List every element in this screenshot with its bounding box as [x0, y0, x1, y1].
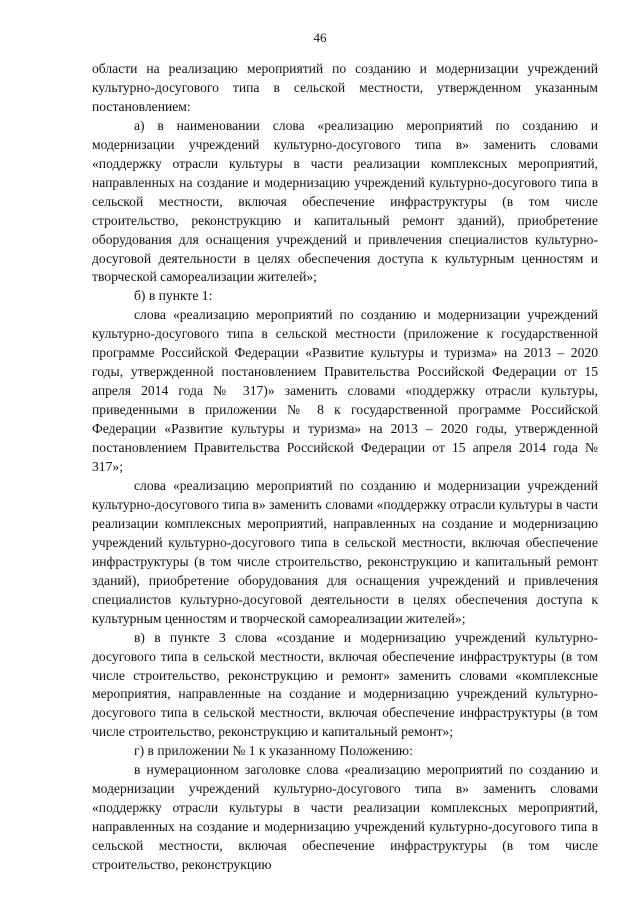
paragraph-item-g-1: в нумерационном заголовке слова «реализацию мероприятий по созданию и модернизации учреждений культурно-досугового типа в» заменить словами «поддержку отрасли культуры в части реализации комплексных мероприятий, направленных на создание и модернизацию учреждений культурно-досугового типа в сельской местности, включая обеспечение инфраструктуры (в том числе строительство, реконструкцию — [92, 762, 598, 873]
page-number: 46 — [313, 30, 327, 45]
paragraph-item-b-2: слова «реализацию мероприятий по созданию и модернизации учреждений культурно-досугового типа в» заменить словами «поддержку отрасли культуры в части реализации комплексных мероприятий, направленных на создание и модернизацию учреждений культурно-досугового типа в сельской местности, включая обеспечение инфраструктуры (в том числе строительство, реконструкцию и капитальный ремонт зданий), приобретение оборудования для оснащения учреждений и привлечения специалистов культурно-досуговой деятельности в целях обеспечения доступа к культурным ценностям и творческой самореализации жителей»; — [92, 477, 598, 626]
paragraph-item-b-1: слова «реализацию мероприятий по созданию и модернизации учреждений культурно-досугового типа в сельской местности (приложение к государственной программе Российской Федерации «Развитие культуры и туризма» на 2013 – 2020 годы, утвержденной постановлением Правительства Российской Федерации от 15 апреля 2014 года № 317)» заменить словами «поддержку отрасли культуры, приведенными в приложении № 8 к государственной программе Российской Федерации «Развитие культуры и туризма» на 2013 – 2020 годы, утвержденной постановлением Правительства Российской Федерации от 15 апреля 2014 года № 317»; — [92, 307, 598, 475]
paragraph-item-g: г) в приложении № 1 к указанному Положению: — [134, 743, 413, 759]
document-body — [92, 60, 598, 875]
paragraph-continuation: области на реализацию мероприятий по созданию и модернизации учреждений культурно-досугового типа в сельской местности, утвержденном указанным постановлением: — [92, 61, 598, 114]
paragraph-item-b: б) в пункте 1: — [134, 288, 213, 304]
paragraph-item-a: а) в наименовании слова «реализацию мероприятий по созданию и модернизации учреждений культурно-досугового типа в» заменить словами «поддержку отрасли культуры в части реализации комплексных мероприятий, направленных на создание и модернизацию учреждений культурно-досугового типа в сельской местности, включая обеспечение инфраструктуры (в том числе строительство, реконструкцию и капитальный ремонт зданий), приобретение оборудования для оснащения учреждений и привлечения специалистов культурно-досуговой деятельности в целях обеспечения доступа к культурным ценностям и творческой самореализации жителей»; — [92, 117, 598, 285]
paragraph-item-v: в) в пункте 3 слова «создание и модернизацию учреждений культурно-досугового типа в сельской местности, включая обеспечение инфраструктуры (в том числе строительство, реконструкцию и ремонт» заменить словами «комплексные мероприятия, направленные на создание и модернизацию учреждений культурно-досугового типа в сельской местности, включая обеспечение инфраструктуры (в том числе строительство, реконструкцию и капитальный ремонт»; — [92, 629, 598, 740]
